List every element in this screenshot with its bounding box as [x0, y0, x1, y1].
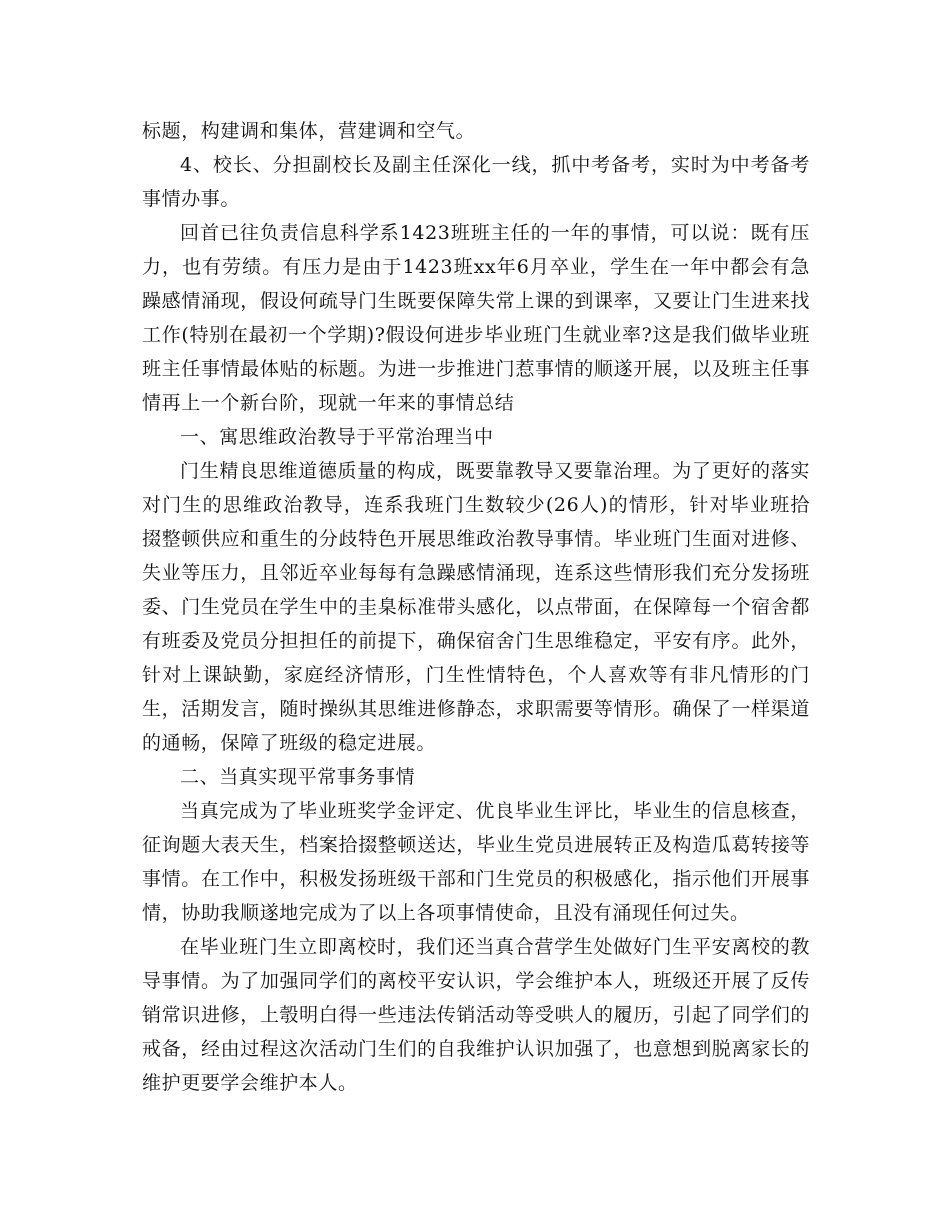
paragraph: 在毕业班门生立即离校时，我们还当真合营学生处做好门生平安离校的教导事情。为了加强同学们的离校平安认识，学会维护本人，班级还开展了反传销常识进修，上彀明白得一些违法传销活动等受哄人的履历，引起了同学们的戒备，经由过程这次活动门生们的自我维护认识加强了，也意想到脱离家长的维护更要学会维护本人。 — [142, 936, 810, 1094]
paragraph: 标题，构建调和集体，营建调和空气。 — [142, 120, 476, 142]
paragraph: 回首已往负责信息科学系1423班班主任的一年的事情，可以说：既有压力，也有劳绩。有压力是由于1423班xx年6月卒业，学生在一年中都会有急躁感情涌现，假设何疏导门生既要保障失常上课的到课率，又要让门生进来找工作(特别在最初一个学期)?假设何进步毕业班门生就业率?这是我们做毕业班班主任事情最体贴的标题。为进一步推进门惹事情的顺遂开展，以及班主任事情再上一个新台阶，现就一年来的事情总结 — [142, 222, 810, 414]
paragraph: 4、校长、分担副校长及副主任深化一线，抓中考备考，实时为中考备考事情办事。 — [142, 154, 810, 210]
section-heading: 一、寓思维政治教导于平常治理当中 — [180, 426, 494, 448]
paragraph: 门生精良思维道德质量的构成，既要靠教导又要靠治理。为了更好的落实对门生的思维政治教导，连系我班门生数较少(26人)的情形，针对毕业班拾掇整顿供应和重生的分歧特色开展思维政治教导事情。毕业班门生面对进修、失业等压力，且邻近卒业每每有急躁感情涌现，连系这些情形我们充分发扬班委、门生党员在学生中的圭臬标准带头感化，以点带面，在保障每一个宿舍都有班委及党员分担担任的前提下，确保宿舍门生思维稳定，平安有序。此外，针对上课缺勤，家庭经济情形，门生性情特色，个人喜欢等有非凡情形的门生，活期发言，随时操纵其思维进修静态，求职需要等情形。确保了一样渠道的通畅，保障了班级的稳定进展。 — [142, 460, 810, 754]
section-heading: 二、当真实现平常事务事情 — [180, 766, 416, 788]
paragraph: 当真完成为了毕业班奖学金评定、优良毕业生评比，毕业生的信息核查，征询题大表天生，档案拾掇整顿送达，毕业生党员进展转正及构造瓜葛转接等事情。在工作中，积极发扬班级干部和门生党员的积极感化，指示他们开展事情，协助我顺遂地完成为了以上各项事情使命，且没有涌现任何过失。 — [142, 800, 810, 924]
document-body — [142, 114, 810, 1100]
